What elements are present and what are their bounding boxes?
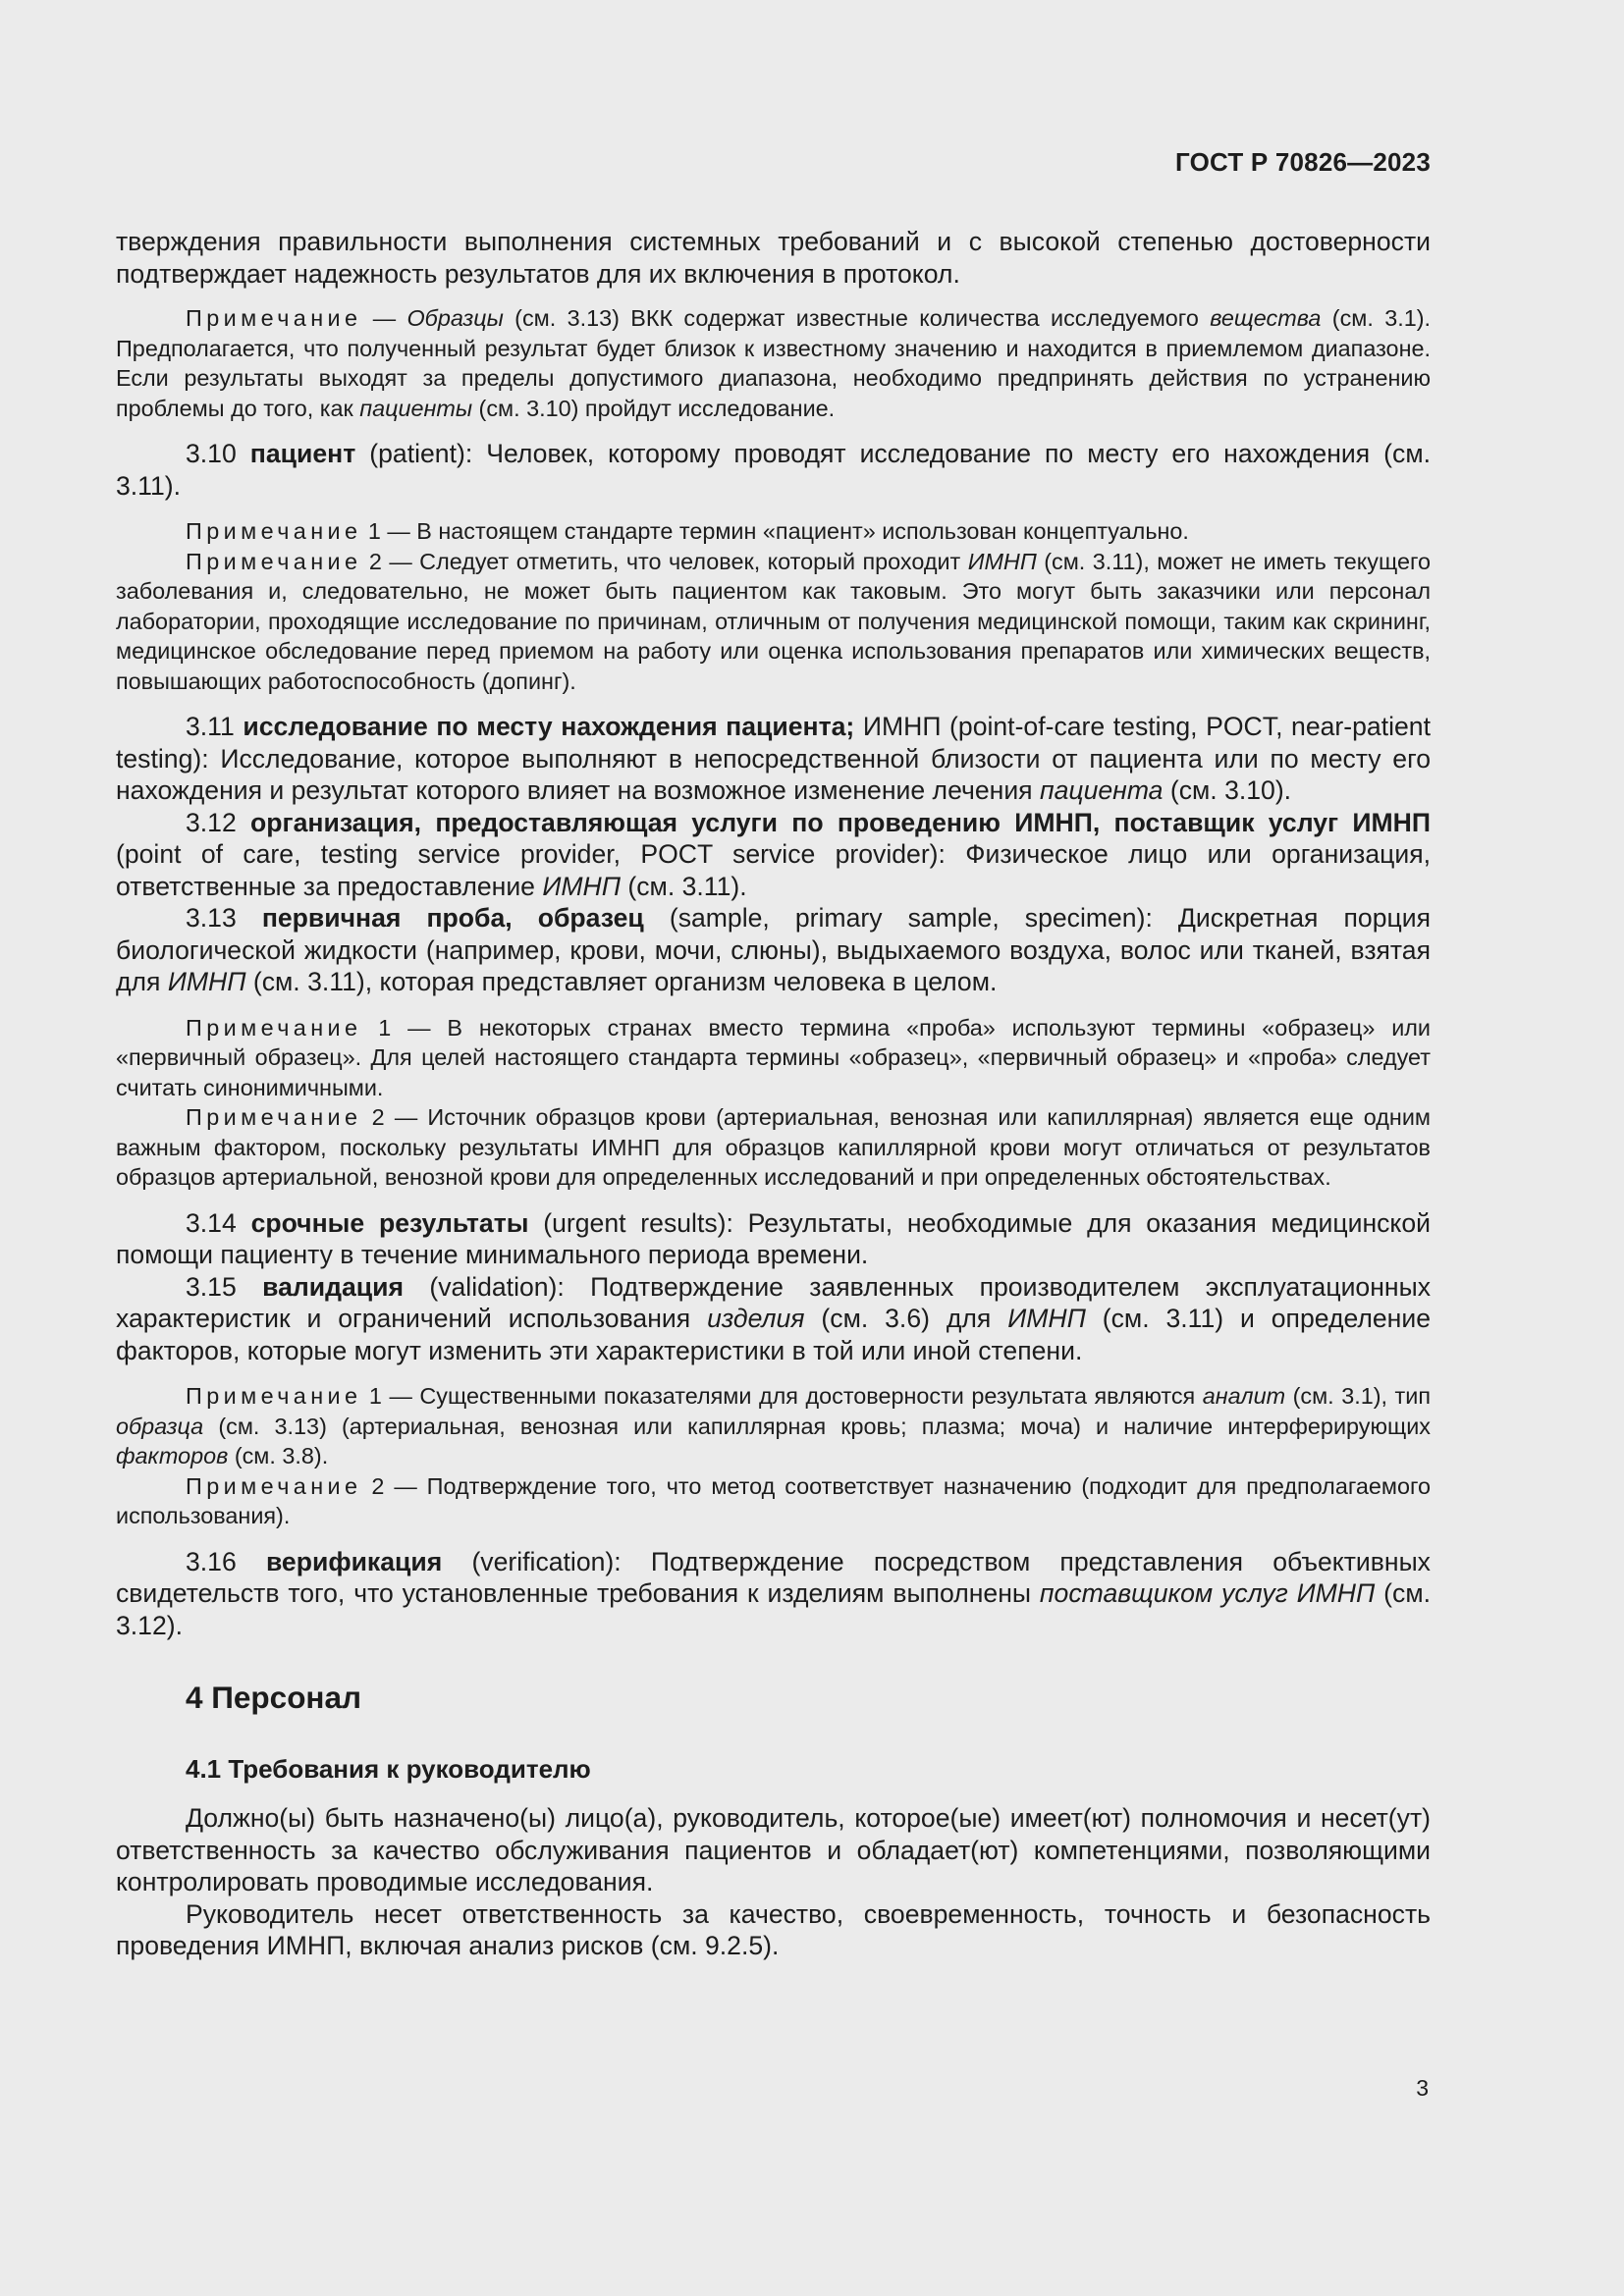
note-label: Примечание: [186, 305, 362, 331]
subsection-heading-4-1: 4.1 Требования к руководителю: [186, 1754, 591, 1784]
page-number: 3: [1416, 2075, 1429, 2101]
paragraph-4-1-1: Должно(ы) быть назначено(ы) лицо(а), руководитель, которое(ые) имеет(ют) полномочия и несет(ут) ответственность за качество обслуживания пациентов и обладает(ют) компетенциями, позволяющими контролировать проводимые исследования.: [116, 1803, 1431, 1896]
definition-3-15: 3.15 валидация (validation): Подтверждение заявленных производителем эксплуатационных характеристик и ограничений использования изделия (см. 3.6) для ИМНП (см. 3.11) и определение факторов, которые могут изменить эти характеристики в той или иной степени.: [116, 1271, 1432, 1365]
intro-paragraph: тверждения правильности выполнения системных требований и с высокой степенью достоверности подтверждает надежность результатов для их включения в протокол.: [116, 227, 1431, 289]
definition-3-10: 3.10 пациент (patient): Человек, которому проводят исследование по месту его нахождения (см. 3.11).: [116, 439, 1432, 501]
term-bold: верификация: [265, 1546, 443, 1576]
paragraph-4-1-2: Руководитель несет ответственность за качество, своевременность, точность и безопасность проведения ИМНП, включая анализ рисков (см. 9.2.5).: [116, 1898, 1431, 1960]
note-3-15-1: Примечание 1 — Существенными показателями для достоверности результата являются аналит (см. 3.1), тип образца (см. 3.13) (артериальная, венозная или капиллярная кровь; плазма; моча) и наличие интерферирующих факторов (см. 3.8).: [116, 1383, 1431, 1468]
term-bold: организация, предоставляющая услуги по проведению ИМНП, поставщик услуг ИМНП: [250, 807, 1431, 837]
term-bold: валидация: [262, 1271, 405, 1302]
standard-code-header: ГОСТ Р 70826—2023: [1175, 147, 1431, 177]
definition-3-14: 3.14 срочные результаты (urgent results): Результаты, необходимые для оказания медицинской помощи пациенту в течение минимального периода времени.: [116, 1207, 1432, 1269]
definition-3-12: 3.12 организация, предоставляющая услуги по проведению ИМНП, поставщик услуг ИМНП (point of care, testing service provider, POCT service provider): Физическое лицо или организация, ответственные за предоставление ИМНП (см. 3.11).: [116, 807, 1431, 901]
note-3-15-2: Примечание 2 — Подтверждение того, что метод соответствует назначению (подходит для предполагаемого использования).: [116, 1472, 1431, 1528]
term-bold: первичная проба, образец: [261, 903, 644, 933]
note-3-10-2: Примечание 2 — Следует отметить, что человек, который проходит ИМНП (см. 3.11), может не иметь текущего заболевания и, следовательно, не может быть пациентом как таковым. Это могут быть заказчики или персонал лаборатории, проходящие исследование по причинам, отличным от получения медицинской помощи, таким как скрининг, медицинское обследование перед приемом на работу или оценка использования препаратов или химических веществ, повышающих работоспособность (допинг).: [116, 548, 1431, 694]
definition-3-13: 3.13 первичная проба, образец (sample, primary sample, specimen): Дискретная порция биологической жидкости (например, крови, мочи, слюны), выдыхаемого воздуха, волос или тканей, взятая для ИМНП (см. 3.11), которая представляет организм человека в целом.: [116, 903, 1431, 996]
note-3-10-1: Примечание 1 — В настоящем стандарте термин «пациент» использован концептуально.: [186, 518, 1189, 544]
note-qc-samples: Примечание — Образцы (см. 3.13) ВКК содержат известные количества исследуемого вещества (см. 3.1). Предполагается, что полученный результат будет близок к известному значению и находится в приемлемом диапазоне. Если результаты выходят за пределы допустимого диапазона, необходимо предпринять действия по устранению проблемы до того, как пациенты (см. 3.10) пройдут исследование.: [116, 305, 1431, 421]
page-content: [116, 226, 1431, 1962]
note-label: Примечание: [186, 1472, 362, 1499]
note-label: Примечание: [186, 1104, 362, 1130]
note-label: Примечание: [186, 1383, 362, 1409]
term-bold: срочные результаты: [250, 1207, 529, 1238]
term-bold: пациент: [249, 439, 356, 468]
note-label: Примечание: [186, 518, 362, 544]
note-3-13-2: Примечание 2 — Источник образцов крови (артериальная, венозная или капиллярная) является еще одним важным фактором, поскольку результаты ИМНП для образцов капиллярной крови могут отличаться от результатов образцов артериальной, венозной крови для определенных исследований и при определенных обстоятельствах.: [116, 1104, 1431, 1190]
note-label: Примечание: [186, 1014, 362, 1041]
note-3-13-1: Примечание 1 — В некоторых странах вместо термина «проба» используют термины «образец» или «первичный образец». Для целей настоящего стандарта термины «образец», «первичный образец» и «проба» следует считать синонимичными.: [116, 1014, 1431, 1100]
section-heading-4: 4 Персонал: [186, 1680, 361, 1715]
definition-3-16: 3.16 верификация (verification): Подтверждение посредством представления объективных свидетельств того, что установленные требования к изделиям выполнены поставщиком услуг ИМНП (см. 3.12).: [116, 1546, 1431, 1640]
term-bold: исследование по месту нахождения пациента;: [243, 712, 855, 741]
note-label: Примечание: [186, 548, 362, 574]
definition-3-11: 3.11 исследование по месту нахождения пациента; ИМНП (point-of-care testing, POCT, near-patient testing): Исследование, которое выполняют в непосредственной близости от пациента или по месту его нахождения и результат которого влияет на возможное изменение лечения пациента (см. 3.10).: [116, 712, 1431, 805]
